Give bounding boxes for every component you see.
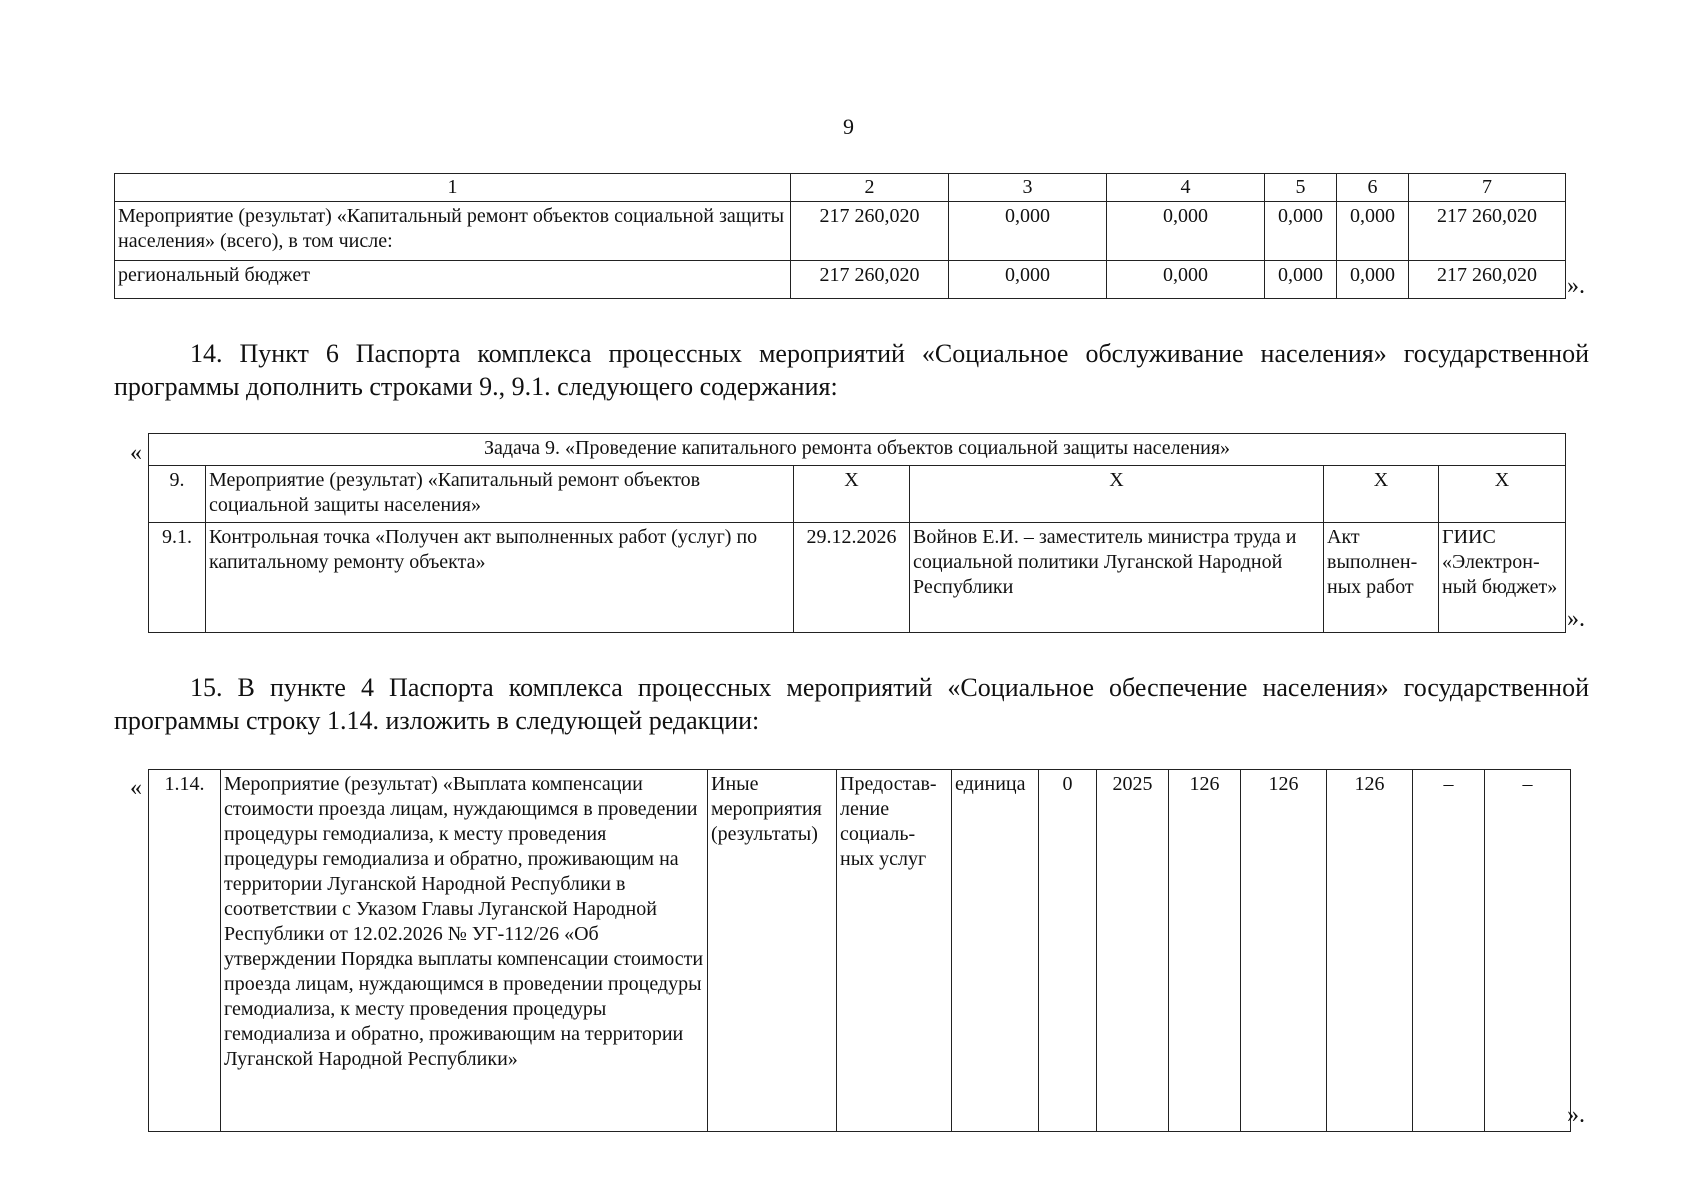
table-row [115,202,1566,261]
table-cell: 0,000 [1337,202,1409,261]
column-header: 5 [1265,174,1337,202]
table-cell: 0,000 [1107,261,1265,299]
table-cell: 0,000 [949,261,1107,299]
table-row [149,434,1566,466]
column-header: 4 [1107,174,1265,202]
table-cell: 0 [1039,770,1097,1132]
table-cell: 126 [1241,770,1327,1132]
table-cell: 0,000 [1337,261,1409,299]
table-cell: 2025 [1097,770,1169,1132]
table-row [149,466,1566,523]
table-cell: 9.1. [149,523,206,633]
paragraph-14-text: 14. Пункт 6 Паспорта комплекса процессных мероприятий «Социальное обслуживание населения» государственной программы дополнить строками 9., 9.1. следующего содержания: [114,339,1589,401]
table-cell: единица [952,770,1039,1132]
table-cell: Предостав-ление социаль-ных услуг [837,770,952,1132]
paragraph-14 [114,337,1589,403]
table-cell: 217 260,020 [1409,261,1566,299]
closing-quote: ». [1567,273,1585,299]
table-cell: 126 [1327,770,1413,1132]
table-cell: 1.14. [149,770,221,1132]
table-cell: 0,000 [1265,261,1337,299]
page-number: 9 [843,114,854,139]
table-cell: 9. [149,466,206,523]
opening-quote: « [130,440,142,466]
column-header: 6 [1337,174,1409,202]
table-cell: 217 260,020 [791,202,949,261]
table-cell: Мероприятие (результат) «Выплата компенсации стоимости проезда лицам, нуждающимся в проведении процедуры гемодиализа, к месту проведения процедуры гемодиализа и обратно, проживающим на территории Луганской Народной Республики в соответствии с Указом Главы Луганской Народной Республики от 12.02.2026 № УГ-112/26 «Об утверждении Порядка выплаты компенсации стоимости проезда лицам, нуждающимся в проведении процедуры гемодиализа, к месту проведения процедуры гемодиализа и обратно, проживающим на территории Луганской Народной Республики» [221,770,708,1132]
table-cell: Х [1324,466,1439,523]
table-cell: Контрольная точка «Получен акт выполненных работ (услуг) по капитальному ремонту объекта» [206,523,794,633]
table-cell: Х [1439,466,1566,523]
table-row [115,261,1566,299]
table-cell: ГИИС «Электрон-ный бюджет» [1439,523,1566,633]
table-cell: 217 260,020 [1409,202,1566,261]
table-cell: Х [910,466,1324,523]
table-cell: 29.12.2026 [794,523,910,633]
table-cell: Мероприятие (результат) «Капитальный ремонт объектов социальной защиты населения» [206,466,794,523]
table-cell: 0,000 [949,202,1107,261]
table-cell: 0,000 [1107,202,1265,261]
column-header: 3 [949,174,1107,202]
closing-quote: ». [1567,606,1585,632]
table-cell: 217 260,020 [791,261,949,299]
table-cell: Х [794,466,910,523]
table-header-row [115,174,1566,202]
table-cell: 126 [1169,770,1241,1132]
activities-table [148,769,1571,1132]
budget-table [114,173,1566,299]
table-cell: Акт выполнен-ных работ [1324,523,1439,633]
opening-quote: « [130,775,142,801]
column-header: 7 [1409,174,1566,202]
table-cell: Войнов Е.И. – заместитель министра труда и социальной политики Луганской Народной Республики [910,523,1324,633]
column-header: 2 [791,174,949,202]
column-header: 1 [115,174,791,202]
control-points-table [148,433,1566,633]
table-cell: региональный бюджет [115,261,791,299]
table-cell: Мероприятие (результат) «Капитальный ремонт объектов социальной защиты населения» (всего), в том числе: [115,202,791,261]
table-cell: – [1485,770,1571,1132]
table-cell: – [1413,770,1485,1132]
paragraph-15-text: 15. В пункте 4 Паспорта комплекса процессных мероприятий «Социальное обеспечение населения» государственной программы строку 1.14. изложить в следующей редакции: [114,673,1589,735]
table-row [149,523,1566,633]
table-row [149,770,1571,1132]
table-cell: 0,000 [1265,202,1337,261]
paragraph-15 [114,671,1589,737]
task-title: Задача 9. «Проведение капитального ремонта объектов социальной защиты населения» [149,434,1566,466]
table-cell: Иные мероприятия (результаты) [708,770,837,1132]
closing-quote: ». [1567,1102,1585,1128]
